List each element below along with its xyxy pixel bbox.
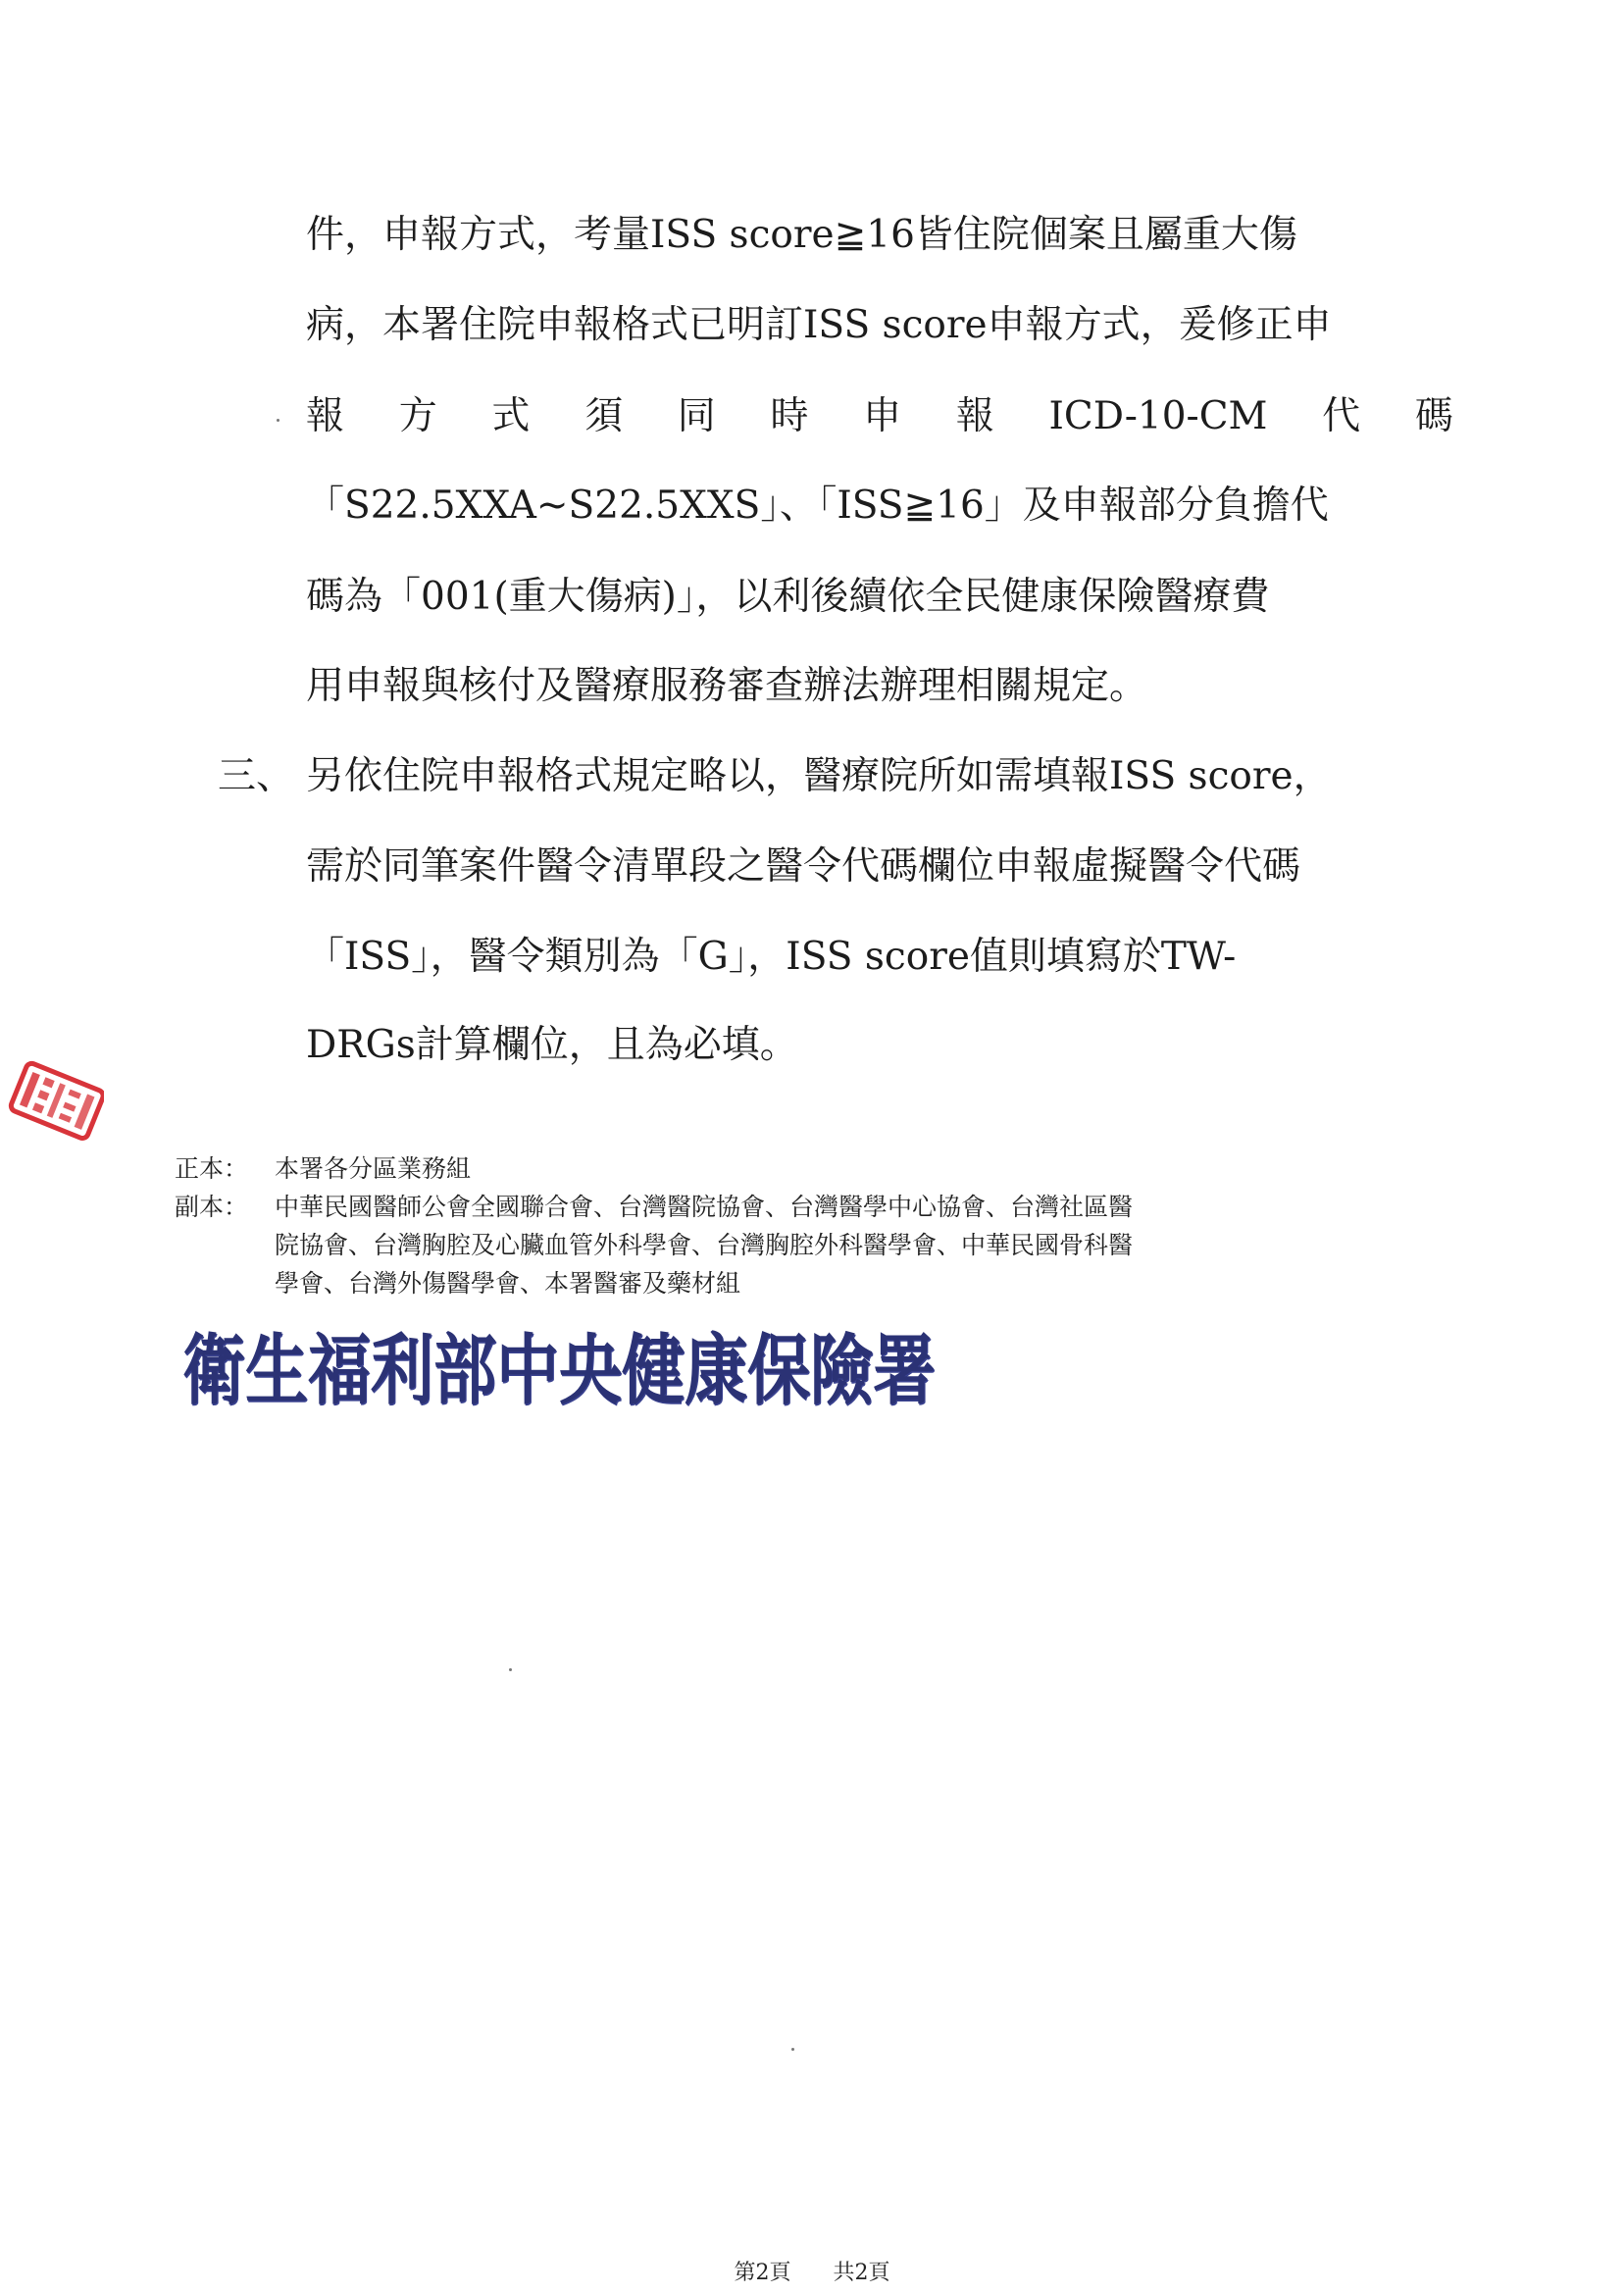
copy-recipients-label: 副本：: [175, 1193, 249, 1221]
paragraph-line-2: 病，本署住院申報格式已明訂ISS score申報方式，爰修正申: [306, 303, 1332, 347]
official-seal-stamp: [6, 1057, 104, 1155]
paragraph-line-1: 件，申報方式，考量ISS score≧16皆住院個案且屬重大傷: [306, 213, 1297, 257]
paragraph-line-6: 用申報與核付及醫療服務審查辦法辦理相關規定。: [306, 664, 1148, 708]
copy-recipients-line-2: 院協會、台灣胸腔及心臟血管外科學會、台灣胸腔外科醫學會、中華民國骨科醫: [275, 1231, 1134, 1259]
paragraph-line-4: 「S22.5XXA~S22.5XXS」、「ISS≧16」及申報部分負擔代: [306, 484, 1329, 528]
total-pages: 共2頁: [833, 2261, 890, 2285]
item-3-marker: 三、: [218, 754, 295, 798]
page-number: 第2頁: [734, 2261, 791, 2285]
line3-word: 方: [398, 394, 437, 438]
agency-signature: 衛生福利部中央健康保險署: [182, 1327, 936, 1416]
line3-word: 同: [677, 394, 716, 438]
page-footer: [0, 2256, 1624, 2286]
item-3-line-4: DRGs計算欄位，且為必填。: [306, 1023, 798, 1067]
item-3-line-2: 需於同筆案件醫令清單段之醫令代碼欄位申報虛擬醫令代碼: [306, 844, 1301, 889]
scan-speck: [277, 419, 279, 422]
item-3-line-1: 另依住院申報格式規定略以，醫療院所如需填報ISS score，: [306, 754, 1332, 798]
original-recipients: 本署各分區業務組: [275, 1154, 472, 1183]
line3-word: 代: [1322, 394, 1361, 438]
line3-word: 碼: [1414, 394, 1453, 438]
line3-word: ICD-10-CM: [1048, 394, 1268, 438]
line3-word: 時: [770, 394, 809, 438]
original-recipients-label: 正本：: [175, 1154, 249, 1183]
paragraph-line-5: 碼為「001(重大傷病)」，以利後續依全民健康保險醫療費: [306, 575, 1270, 619]
line3-word: 報: [306, 394, 345, 438]
copy-recipients-line-3: 學會、台灣外傷醫學會、本署醫審及藥材組: [275, 1269, 741, 1298]
scan-speck: [509, 1668, 512, 1671]
copy-recipients-line-1: 中華民國醫師公會全國聯合會、台灣醫院協會、台灣醫學中心協會、台灣社區醫: [275, 1193, 1134, 1221]
item-3-line-3: 「ISS」，醫令類別為「G」，ISS score值則填寫於TW-: [306, 935, 1237, 979]
line3-word: 須: [584, 394, 624, 438]
line3-word: 報: [955, 394, 994, 438]
scan-speck: [791, 2048, 794, 2051]
paragraph-line-3: [306, 392, 1453, 441]
line3-word: 申: [863, 394, 902, 438]
line3-word: 式: [491, 394, 531, 438]
